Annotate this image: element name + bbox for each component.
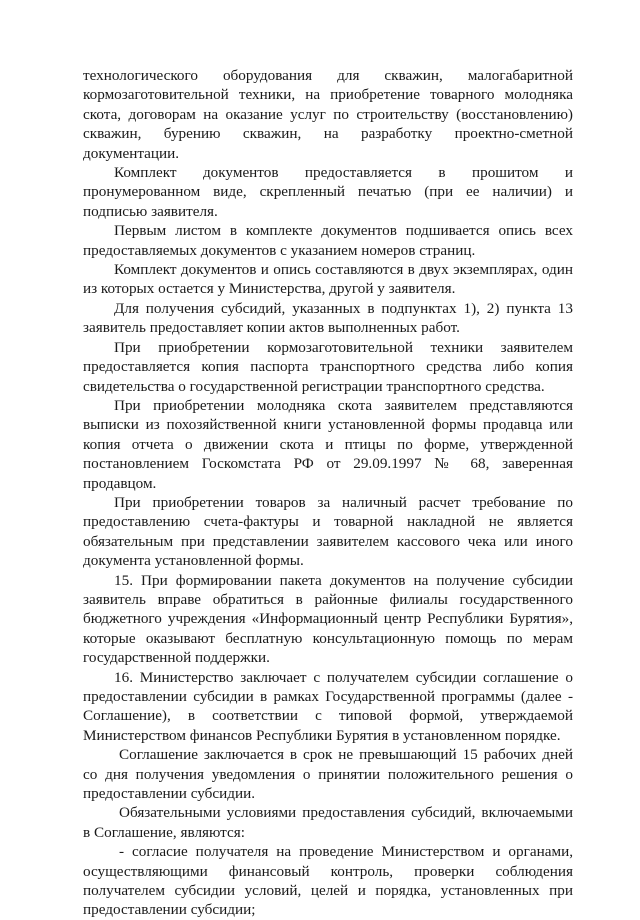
paragraph-continuation: технологического оборудования для скважин, малогабаритной кормозаготовительной техники, на приобретение товарного молодняка скота, договорам на оказание услуг по строительству (восстановлению) скважин, бурению скважин, на разработку проектно-сметной документации. — [83, 67, 573, 162]
paragraph-livestock: При приобретении молодняка скота заявителем представляются выписки из похозяйственной книги установленной формы продавца или копия отчета о движении скота и птицы по форме, утвержденной постановлением Госкомстата РФ от 29.09.1997 № 68, заверенная продавцом. — [83, 396, 573, 492]
paragraph-first-sheet: Первым листом в комплекте документов подшивается опись всех предоставляемых документов с указанием номеров страниц. — [83, 222, 573, 259]
paragraph-two-copies: Комплект документов и опись составляются в двух экземплярах, один из которых остается у Министерства, другой у заявителя. — [83, 261, 573, 298]
paragraph-agreement-term: Соглашение заключается в срок не превышающий 15 рабочих дней со дня получения уведомления о принятии положительного решения о предоставлении субсидии. — [83, 746, 573, 803]
paragraph-item-15: 15. При формировании пакета документов на получение субсидии заявитель вправе обратиться в районные филиалы государственного бюджетного учреждения «Информационный центр Республики Бурятия», которые оказывают бесплатную консультационную помощь по мерам государственной поддержки. — [83, 571, 573, 667]
paragraph-vehicle-passport: При приобретении кормозаготовительной техники заявителем предоставляется копия паспорта транспортного средства либо копия свидетельства о государственной регистрации транспортного средства. — [83, 338, 573, 395]
paragraph-acts: Для получения субсидий, указанных в подпунктах 1), 2) пункта 13 заявитель предоставляет копии актов выполненных работ. — [83, 299, 573, 337]
paragraph-mandatory-conditions: Обязательными условиями предоставления субсидий, включаемыми в Соглашение, являются: — [83, 804, 573, 841]
paragraph-consent: - согласие получателя на проведение Министерством и органами, осуществляющими финансовый контроль, проверки соблюдения получателем субсидии условий, целей и порядка, установленных при предоставлении субсидии; — [83, 843, 573, 919]
paragraph-document-set: Комплект документов предоставляется в прошитом и пронумерованном виде, скрепленный печатью (при ее наличии) и подписью заявителя. — [83, 164, 573, 220]
paragraph-cash-payment: При приобретении товаров за наличный расчет требование по предоставлению счета-фактуры и товарной накладной не является обязательным при представлении заявителем кассового чека или иного документа установленной формы. — [83, 493, 573, 570]
paragraph-item-16: 16. Министерство заключает с получателем субсидии соглашение о предоставлении субсидии в рамках Государственной программы (далее - Соглашение), в соответствии с типовой формой, утверждаемой Министерством финансов Республики Бурятия в установленном порядке. — [83, 668, 573, 744]
document-page — [83, 66, 573, 920]
